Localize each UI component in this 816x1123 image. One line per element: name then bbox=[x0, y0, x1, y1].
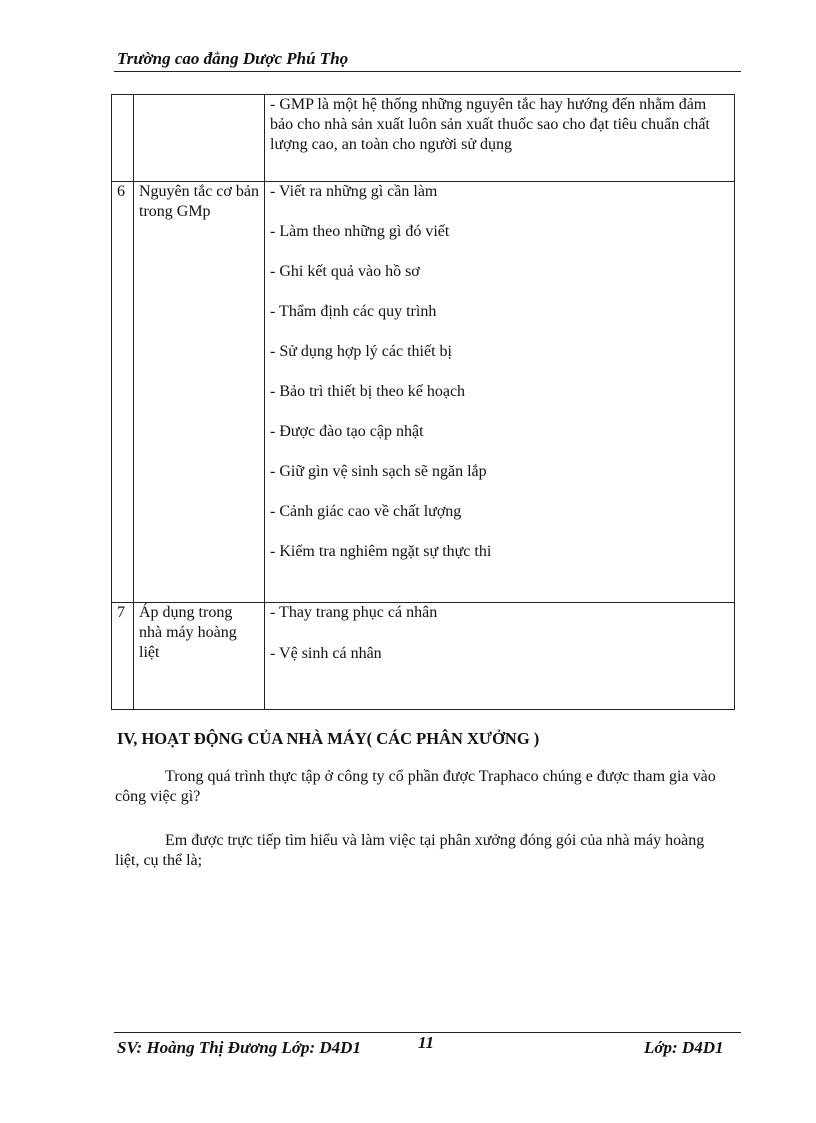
paragraph: Trong quá trình thực tập ở công ty cổ phần được Traphaco chúng e được tham gia vào công việc gì? bbox=[115, 768, 716, 805]
list-item: - Viết ra những gì cần làm bbox=[270, 183, 438, 200]
row-title: Nguyên tắc cơ bản trong GMp bbox=[134, 182, 265, 603]
list-item: - Làm theo những gì đó viết bbox=[270, 223, 450, 240]
row-content bbox=[265, 95, 735, 182]
list-item: - Được đào tạo cập nhật bbox=[270, 423, 424, 440]
table-row bbox=[112, 603, 735, 710]
row-content bbox=[265, 182, 735, 603]
list-item: - Cảnh giác cao về chất lượng bbox=[270, 503, 462, 520]
list-item: - Ghi kết quả vào hồ sơ bbox=[270, 263, 420, 280]
content-line: - GMP là một hệ thống những nguyên tắc hay hướng đến nhằm đảm bảo cho nhà sản xuất luôn sản xuất thuốc sao cho đạt tiêu chuẩn chất lượng cao, an toàn cho người sử dụng bbox=[270, 96, 710, 153]
list-item: - Thay trang phục cá nhân bbox=[270, 604, 438, 621]
row-number bbox=[112, 95, 134, 182]
list-item: - Giữ gìn vệ sinh sạch sẽ ngăn lắp bbox=[270, 463, 487, 480]
row-number: 6 bbox=[112, 182, 134, 603]
table-row bbox=[112, 182, 735, 603]
list-item: - Bảo trì thiết bị theo kế hoạch bbox=[270, 383, 466, 400]
row-title bbox=[134, 95, 265, 182]
row-number: 7 bbox=[112, 603, 134, 710]
paragraph: Em được trực tiếp tìm hiểu và làm việc tại phân xưởng đóng gói của nhà máy hoàng liệt, cụ thể là; bbox=[115, 832, 705, 869]
table-row bbox=[112, 95, 735, 182]
page-number: 11 bbox=[418, 1033, 435, 1052]
gmp-table bbox=[111, 94, 735, 710]
footer-class: Lớp: D4D1 bbox=[644, 1038, 724, 1057]
page-header-title: Trường cao đẳng Dược Phú Thọ bbox=[117, 49, 349, 68]
list-item: - Thẩm định các quy trình bbox=[270, 303, 437, 320]
footer-student: SV: Hoàng Thị Đương Lớp: D4D1 bbox=[117, 1038, 361, 1057]
list-item: - Kiểm tra nghiêm ngặt sự thực thi bbox=[270, 543, 492, 560]
list-item: - Sử dụng hợp lý các thiết bị bbox=[270, 343, 452, 360]
row-content bbox=[265, 603, 735, 710]
section-heading: IV, HOẠT ĐỘNG CỦA NHÀ MÁY( CÁC PHÂN XƯỞNG ) bbox=[117, 729, 540, 748]
list-item: - Vệ sinh cá nhân bbox=[270, 645, 382, 662]
row-title: Áp dụng trong nhà máy hoàng liệt bbox=[134, 603, 265, 710]
header-divider bbox=[114, 71, 741, 72]
